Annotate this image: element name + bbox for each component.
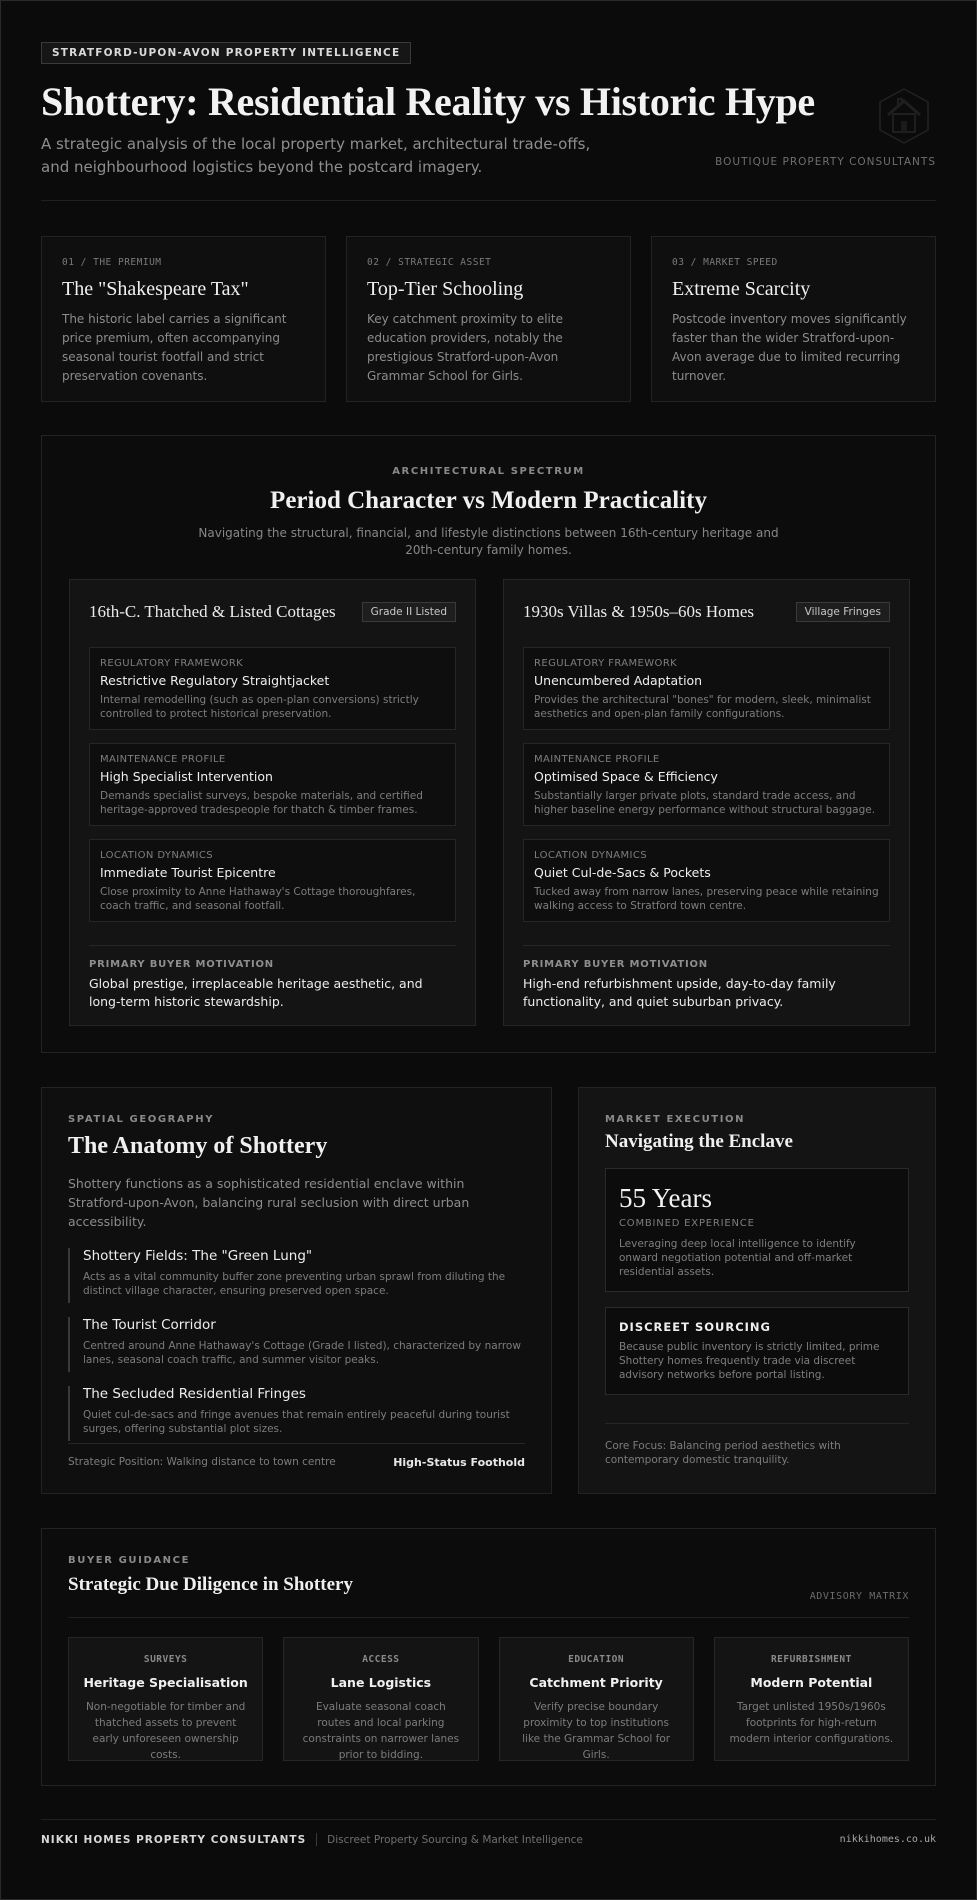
header-tag: STRATFORD-UPON-AVON PROPERTY INTELLIGENCE — [41, 42, 411, 64]
highlight-card — [41, 236, 326, 402]
consultants-label: BOUTIQUE PROPERTY CONSULTANTS — [715, 156, 936, 168]
market-execution-section — [578, 1087, 936, 1494]
feature-card — [89, 647, 456, 730]
guidance-cards — [68, 1637, 909, 1761]
high-status-label: High-Status Foothold — [393, 1456, 525, 1469]
card-text: Key catchment proximity to elite education providers, notably the prestigious Stratford-upon-Avon Grammar School for Girls. — [367, 312, 563, 383]
feature-card — [523, 743, 890, 826]
feature-card — [523, 647, 890, 730]
page-footer — [41, 1819, 936, 1859]
section-title: The Anatomy of Shottery — [68, 1133, 328, 1159]
divider — [68, 1617, 909, 1618]
guidance-kicker: EDUCATION — [568, 1654, 625, 1665]
column-badge: Village Fringes — [796, 602, 890, 622]
feature-title: High Specialist Intervention — [100, 769, 273, 784]
motivation-text: High-end refurbishment upside, day-to-day family functionality, and quiet suburban privacy. — [523, 976, 836, 1009]
feature-text: Demands specialist surveys, bespoke materials, and certified heritage-approved tradespeople for thatch & timber frames. — [100, 790, 423, 816]
comparison-column-cottages — [69, 579, 476, 1026]
experience-value: 55 Years — [619, 1183, 713, 1213]
geography-item-title: The Secluded Residential Fringes — [83, 1386, 306, 1402]
card-kicker: 01 / THE PREMIUM — [62, 257, 162, 268]
page-subtitle: A strategic analysis of the local property market, architectural trade-offs, and neighbourhood logistics beyond the postcard imagery. — [41, 135, 591, 176]
geography-item — [68, 1386, 525, 1441]
strategic-position-text: Strategic Position: Walking distance to town centre — [68, 1456, 336, 1468]
card-kicker: 03 / MARKET SPEED — [672, 257, 778, 268]
column-badge: Grade II Listed — [362, 602, 456, 622]
experience-stat-card — [605, 1168, 909, 1292]
guidance-kicker: ACCESS — [362, 1654, 400, 1665]
motivation-label: PRIMARY BUYER MOTIVATION — [523, 959, 708, 970]
guidance-card — [499, 1637, 694, 1761]
spatial-geography-section — [41, 1087, 552, 1494]
guidance-title: Heritage Specialisation — [83, 1675, 248, 1690]
feature-text: Internal remodelling (such as open-plan conversions) strictly controlled to protect historical preservation. — [100, 694, 419, 720]
geography-item — [68, 1248, 525, 1303]
guidance-card — [68, 1637, 263, 1761]
feature-text: Close proximity to Anne Hathaway's Cottage thoroughfares, coach traffic, and seasonal footfall. — [100, 886, 416, 912]
footer-website-link[interactable]: nikkihomes.co.uk — [839, 1834, 936, 1845]
column-header — [523, 600, 890, 624]
geography-footer — [68, 1443, 525, 1469]
experience-text: Leveraging deep local intelligence to identify onward negotiation potential and off-market residential assets. — [619, 1238, 856, 1278]
card-title: The "Shakespeare Tax" — [62, 278, 249, 300]
section-kicker: ARCHITECTURAL SPECTRUM — [392, 466, 585, 477]
section-intro: Shottery functions as a sophisticated residential enclave within Stratford-upon-Avon, balancing rural seclusion with direct urban accessibility. — [68, 1176, 470, 1229]
feature-kicker: MAINTENANCE PROFILE — [100, 754, 226, 765]
geography-item-title: The Tourist Corridor — [83, 1317, 216, 1333]
architectural-spectrum-section — [41, 435, 936, 1053]
guidance-text: Verify precise boundary proximity to top institutions like the Grammar School for Girls. — [522, 1701, 671, 1761]
guidance-card — [283, 1637, 478, 1761]
feature-title: Immediate Tourist Epicentre — [100, 865, 276, 880]
advisory-matrix-label: ADVISORY MATRIX — [809, 1591, 909, 1602]
comparison-columns — [69, 579, 910, 1026]
comparison-column-villas — [503, 579, 910, 1026]
motivation-label: PRIMARY BUYER MOTIVATION — [89, 959, 274, 970]
feature-kicker: REGULATORY FRAMEWORK — [100, 658, 244, 669]
feature-text: Substantially larger private plots, standard trade access, and higher baseline energy performance without structural baggage. — [534, 790, 876, 816]
section-title: Navigating the Enclave — [605, 1131, 793, 1152]
geography-item-text: Centred around Anne Hathaway's Cottage (Grade I listed), characterized by narrow lanes, seasonal coach traffic, and summer visitor peaks. — [83, 1340, 521, 1366]
highlight-card — [651, 236, 936, 402]
geography-item-text: Acts as a vital community buffer zone preventing urban sprawl from diluting the distinct village character, ensuring preserved open space. — [83, 1271, 506, 1297]
guidance-title: Lane Logistics — [330, 1675, 432, 1690]
feature-card — [89, 839, 456, 922]
column-title: 1930s Villas & 1950s–60s Homes — [523, 602, 755, 621]
guidance-title: Catchment Priority — [529, 1675, 663, 1690]
experience-caption: COMBINED EXPERIENCE — [619, 1218, 755, 1229]
section-kicker: SPATIAL GEOGRAPHY — [68, 1114, 215, 1125]
feature-text: Provides the architectural "bones" for modern, sleek, minimalist aesthetics and open-plan family configurations. — [534, 694, 871, 720]
highlight-cards — [41, 236, 936, 402]
feature-title: Optimised Space & Efficiency — [534, 769, 718, 784]
guidance-card — [714, 1637, 909, 1761]
geography-item — [68, 1317, 525, 1372]
guidance-text: Target unlisted 1950s/1960s footprints for high-return modern interior configurations. — [729, 1701, 894, 1745]
feature-kicker: LOCATION DYNAMICS — [100, 850, 214, 861]
column-header — [89, 600, 456, 624]
footer-separator — [316, 1833, 317, 1846]
card-text: The historic label carries a significant price premium, often accompanying seasonal tourist footfall and strict preservation covenants. — [62, 312, 287, 383]
motivation-text: Global prestige, irreplaceable heritage aesthetic, and long-term historic stewardship. — [89, 976, 423, 1009]
thatched-cottage-logo-icon — [876, 85, 932, 145]
guidance-kicker: REFURBISHMENT — [770, 1654, 852, 1665]
footer-brand-group — [41, 1833, 583, 1846]
feature-kicker: MAINTENANCE PROFILE — [534, 754, 660, 765]
section-description: Navigating the structural, financial, and lifestyle distinctions between 16th-century heritage and 20th-century family homes. — [198, 526, 779, 557]
buyer-motivation — [89, 945, 456, 1011]
highlight-card — [346, 236, 631, 402]
card-title: Top-Tier Schooling — [367, 278, 524, 300]
feature-kicker: LOCATION DYNAMICS — [534, 850, 648, 861]
footer-tagline: Discreet Property Sourcing & Market Intelligence — [327, 1833, 583, 1846]
geography-item-text: Quiet cul-de-sacs and fringe avenues that remain entirely peaceful during tourist surges, offering substantial plot sizes. — [83, 1409, 510, 1435]
feature-title: Unencumbered Adaptation — [534, 673, 703, 688]
buyer-motivation — [523, 945, 890, 1011]
geography-item-title: Shottery Fields: The "Green Lung" — [83, 1248, 313, 1264]
feature-card — [523, 839, 890, 922]
guidance-title: Modern Potential — [750, 1675, 873, 1690]
feature-title: Quiet Cul-de-Sacs & Pockets — [534, 865, 711, 880]
feature-text: Tucked away from narrow lanes, preserving peace while retaining walking access to Stratford town centre. — [534, 886, 879, 912]
column-title: 16th-C. Thatched & Listed Cottages — [89, 602, 336, 621]
page-header — [41, 41, 936, 201]
card-title: Extreme Scarcity — [672, 278, 811, 300]
sourcing-text: Because public inventory is strictly limited, prime Shottery homes frequently trade via discreet advisory networks before portal listing. — [619, 1341, 880, 1381]
feature-card — [89, 743, 456, 826]
card-text: Postcode inventory moves significantly faster than the wider Stratford-upon-Avon average due to limited recurring turnover. — [672, 312, 907, 383]
card-kicker: 02 / STRATEGIC ASSET — [367, 257, 492, 268]
section-title: Strategic Due Diligence in Shottery — [68, 1574, 353, 1595]
feature-kicker: REGULATORY FRAMEWORK — [534, 658, 678, 669]
footer-brand: NIKKI HOMES PROPERTY CONSULTANTS — [41, 1833, 307, 1846]
buyer-guidance-section — [41, 1528, 936, 1786]
section-kicker: MARKET EXECUTION — [605, 1114, 746, 1125]
guidance-text: Non-negotiable for timber and thatched assets to prevent early unforeseen ownership costs. — [85, 1701, 246, 1761]
core-focus-text: Core Focus: Balancing period aesthetics with contemporary domestic tranquility. — [605, 1423, 909, 1467]
page-title: Shottery: Residential Reality vs Historic Hype — [41, 79, 815, 124]
guidance-kicker: SURVEYS — [143, 1654, 188, 1665]
section-kicker: BUYER GUIDANCE — [68, 1555, 191, 1566]
discreet-sourcing-card — [605, 1307, 909, 1395]
section-title: Period Character vs Modern Practicality — [270, 487, 707, 514]
feature-title: Restrictive Regulatory Straightjacket — [100, 673, 330, 688]
guidance-text: Evaluate seasonal coach routes and local parking constraints on narrower lanes prior to bidding. — [302, 1701, 460, 1761]
sourcing-title: DISCREET SOURCING — [619, 1320, 771, 1334]
